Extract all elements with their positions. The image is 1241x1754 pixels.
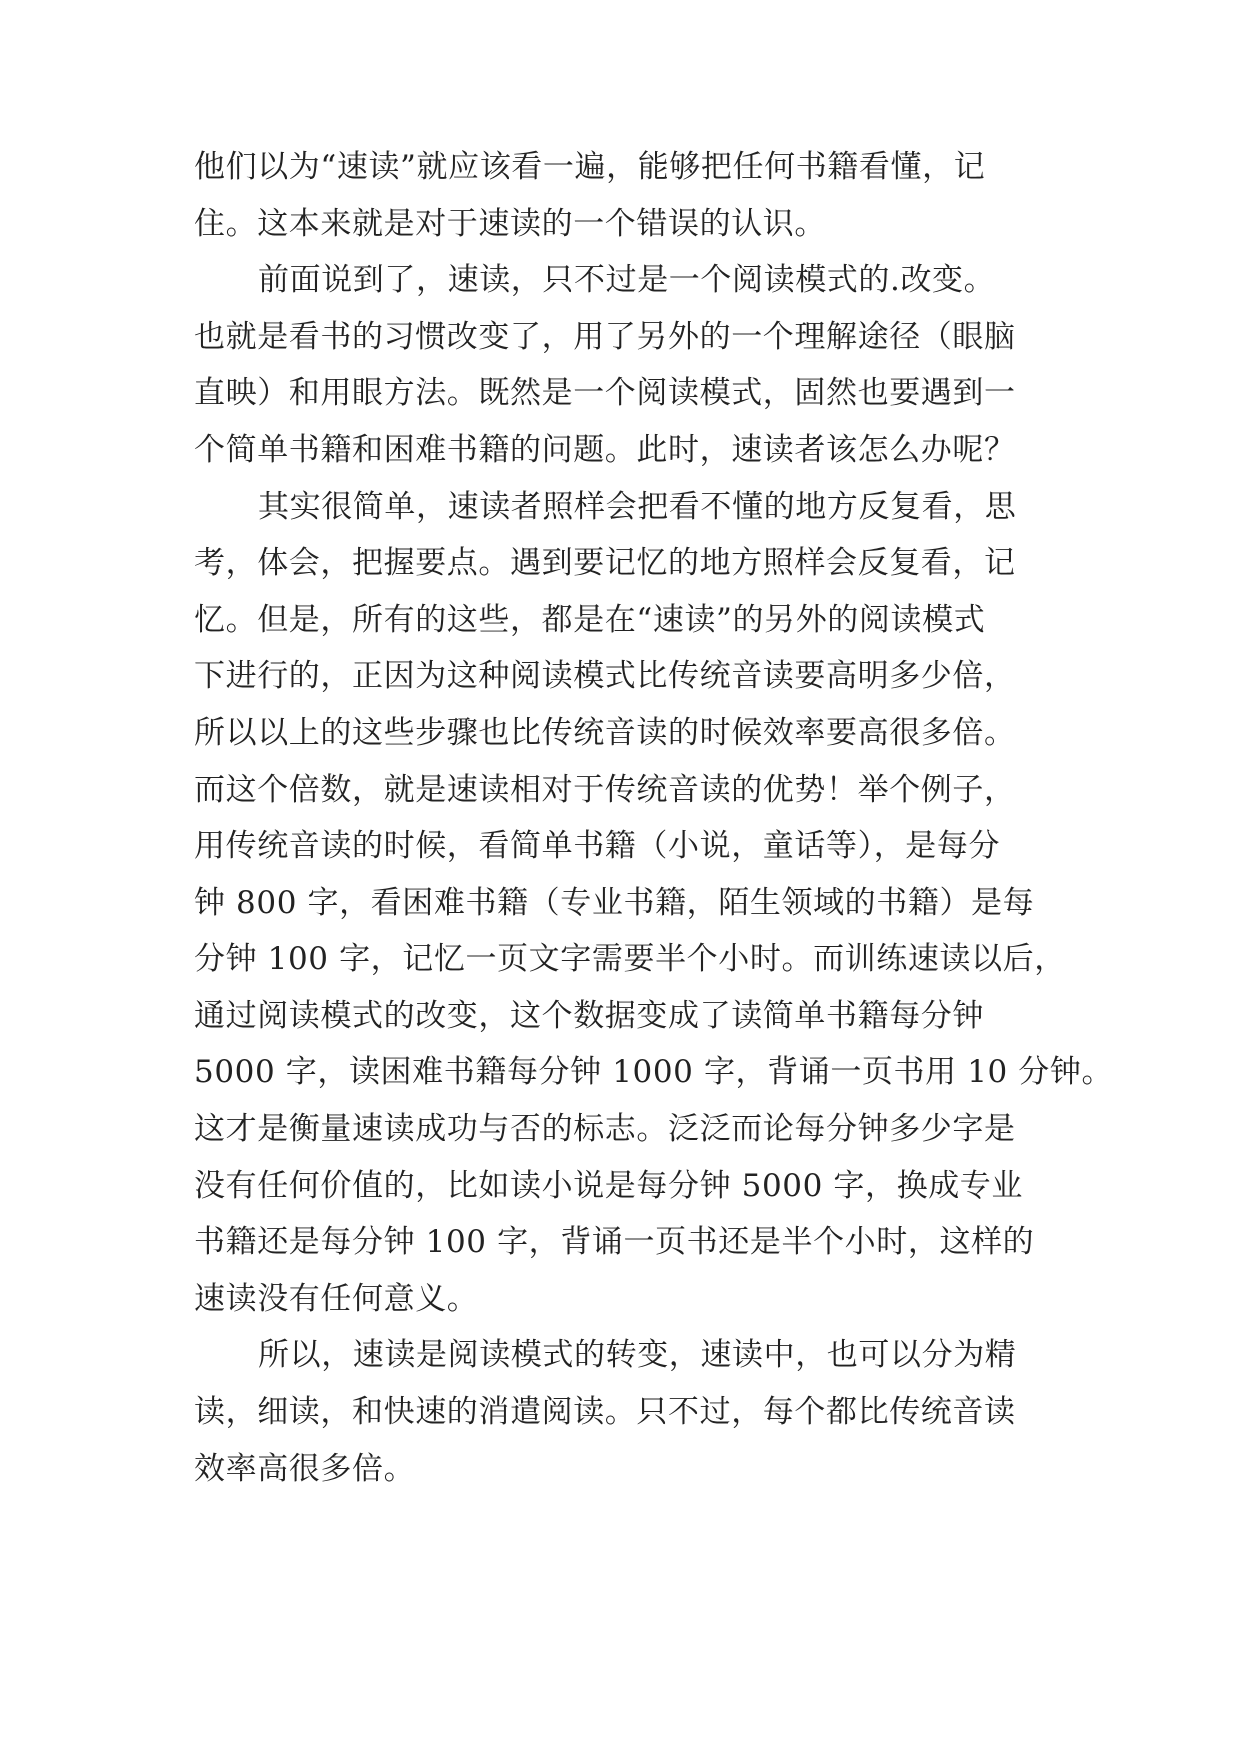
text-line: 下进行的，正因为这种阅读模式比传统音读要高明多少倍， xyxy=(194,658,1016,694)
paragraph-first-line: 前面说到了，速读，只不过是一个阅读模式的.改变。 xyxy=(258,262,996,298)
text-line: 分钟 100 字，记忆一页文字需要半个小时。而训练速读以后， xyxy=(194,941,1066,977)
text-line: 住。这本来就是对于速读的一个错误的认识。 xyxy=(194,206,826,242)
text-line: 直映）和用眼方法。既然是一个阅读模式，固然也要遇到一 xyxy=(194,375,1016,411)
text-line: 读，细读，和快速的消遣阅读。只不过，每个都比传统音读 xyxy=(194,1394,1016,1430)
paragraph-first-line: 其实很简单，速读者照样会把看不懂的地方反复看，思 xyxy=(258,489,1017,525)
text-line: 忆。但是，所有的这些，都是在“速读”的另外的阅读模式 xyxy=(194,602,986,638)
text-line: 没有任何价值的，比如读小说是每分钟 5000 字，换成专业 xyxy=(194,1168,1023,1204)
text-line: 考，体会，把握要点。遇到要记忆的地方照样会反复看，记 xyxy=(194,545,1016,581)
text-line: 效率高很多倍。 xyxy=(194,1451,416,1487)
text-line: 钟 800 字，看困难书籍（专业书籍，陌生领域的书籍）是每 xyxy=(194,885,1035,921)
text-line: 通过阅读模式的改变，这个数据变成了读简单书籍每分钟 xyxy=(194,998,984,1034)
text-line: 书籍还是每分钟 100 字，背诵一页书还是半个小时，这样的 xyxy=(194,1224,1035,1260)
text-line: 也就是看书的习惯改变了，用了另外的一个理解途径（眼脑 xyxy=(194,319,1016,355)
text-line: 所以以上的这些步骤也比传统音读的时候效率要高很多倍。 xyxy=(194,715,1016,751)
text-line: 个简单书籍和困难书籍的问题。此时，速读者该怎么办呢？ xyxy=(194,432,1016,468)
text-line: 他们以为“速读”就应该看一遍，能够把任何书籍看懂，记 xyxy=(194,149,986,185)
paragraph-first-line: 所以，速读是阅读模式的转变，速读中，也可以分为精 xyxy=(258,1337,1017,1373)
text-line: 用传统音读的时候，看简单书籍（小说，童话等），是每分 xyxy=(194,828,1001,864)
text-line: 这才是衡量速读成功与否的标志。泛泛而论每分钟多少字是 xyxy=(194,1111,1016,1147)
text-line: 速读没有任何意义。 xyxy=(194,1281,479,1317)
text-line: 5000 字，读困难书籍每分钟 1000 字，背诵一页书用 10 分钟。 xyxy=(194,1054,1114,1090)
text-line: 而这个倍数，就是速读相对于传统音读的优势！举个例子， xyxy=(194,772,1016,808)
